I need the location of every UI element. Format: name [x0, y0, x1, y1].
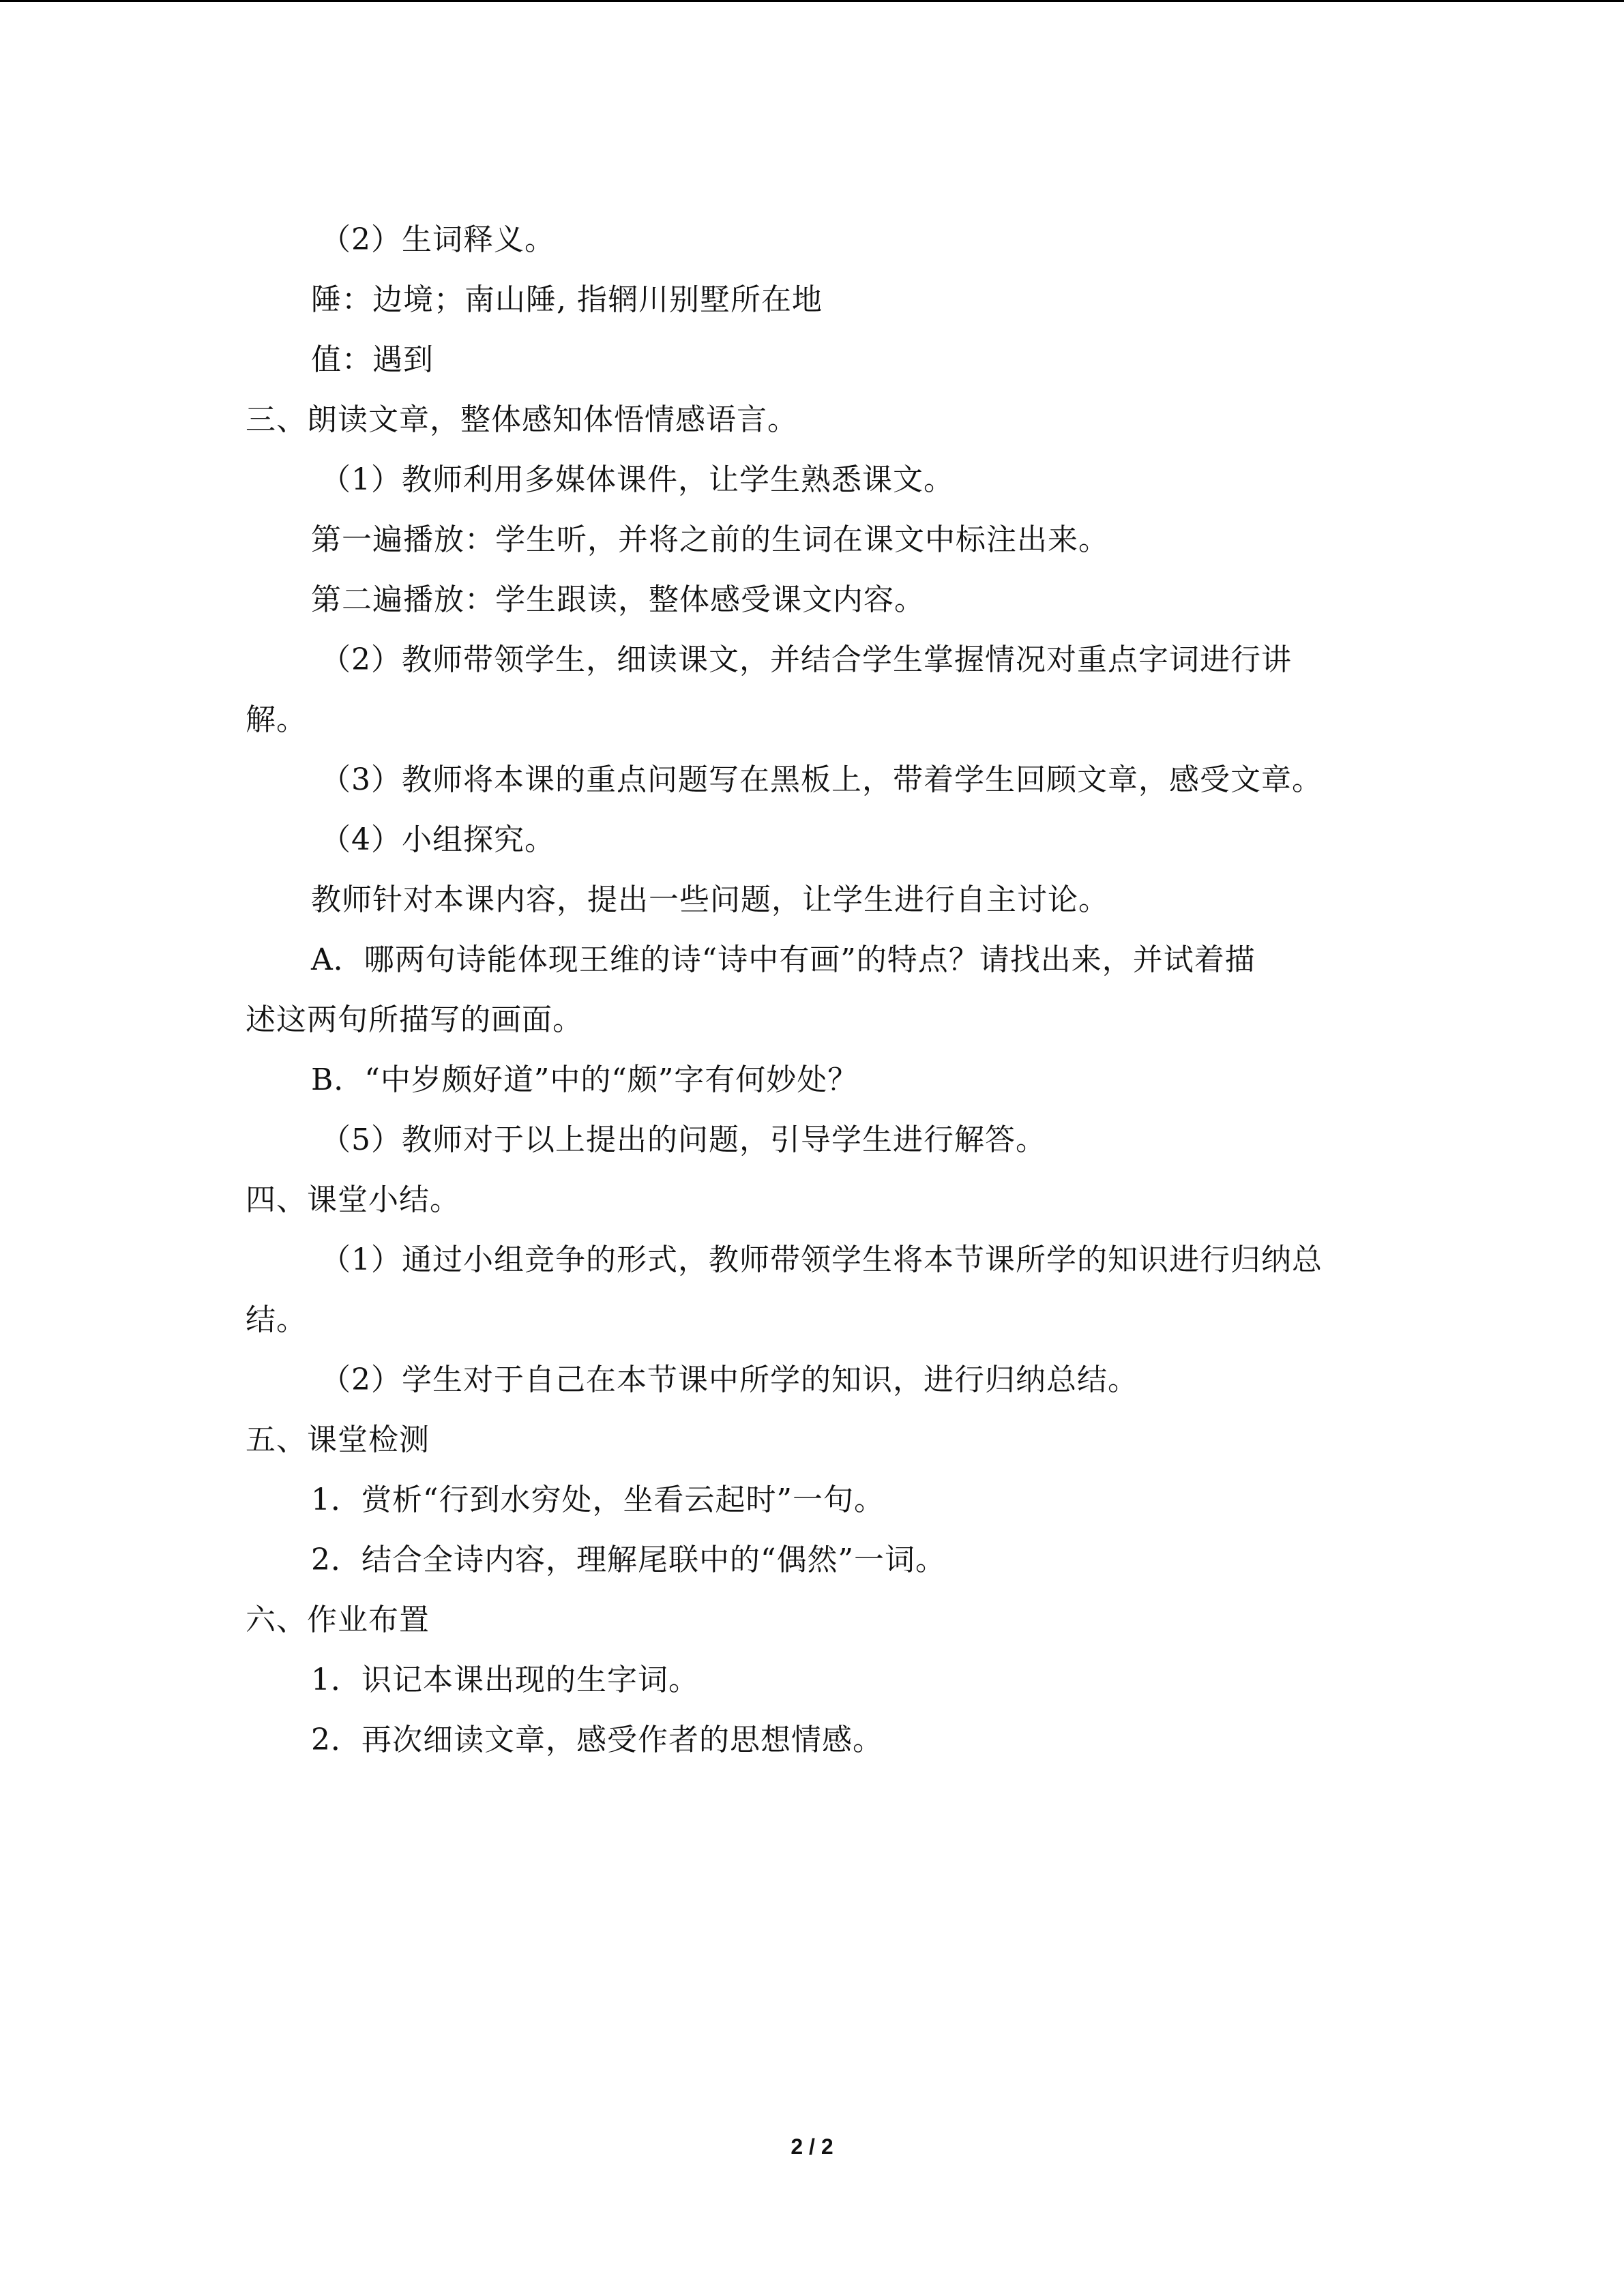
text-line: B．“中岁颇好道”中的“颇”字有何妙处？ — [311, 1062, 859, 1097]
text-line: 2．结合全诗内容，理解尾联中的“偶然”一词。 — [311, 1542, 946, 1577]
text-line: 1．识记本课出现的生字词。 — [311, 1663, 699, 1697]
text-line: 第一遍播放：学生听，并将之前的生词在课文中标注出来。 — [311, 522, 1109, 557]
text-line: 1．赏析“行到水穷处，坐看云起时”一句。 — [311, 1482, 885, 1517]
text-line: 值：遇到 — [311, 342, 434, 377]
text-line: （1）通过小组竞争的形式，教师带领学生将本节课所学的知识进行归纳总 — [321, 1242, 1323, 1277]
document-body — [246, 210, 1391, 1770]
text-line: （4）小组探究。 — [321, 822, 555, 857]
text-line: 结。 — [246, 1302, 307, 1337]
page-top-border — [0, 0, 1624, 2]
text-line: （2）教师带领学生，细读课文，并结合学生掌握情况对重点字词进行讲 — [321, 642, 1292, 677]
text-line: A．哪两句诗能体现王维的诗“诗中有画”的特点？请找出来，并试着描 — [311, 942, 1256, 977]
text-line: 述这两句所描写的画面。 — [246, 1002, 583, 1037]
text-line: （1）教师利用多媒体课件，让学生熟悉课文。 — [321, 462, 954, 497]
text-line: 第二遍播放：学生跟读，整体感受课文内容。 — [311, 582, 925, 617]
text-line: （2）学生对于自己在本节课中所学的知识，进行归纳总结。 — [321, 1362, 1138, 1397]
text-line: 教师针对本课内容，提出一些问题，让学生进行自主讨论。 — [311, 882, 1109, 917]
section-heading: 三、朗读文章，整体感知体悟情感语言。 — [246, 402, 798, 437]
text-line: （5）教师对于以上提出的问题，引导学生进行解答。 — [321, 1122, 1046, 1157]
text-line: （3）教师将本课的重点问题写在黑板上，带着学生回顾文章，感受文章。 — [321, 762, 1323, 797]
section-heading: 五、课堂检测 — [246, 1422, 430, 1457]
text-line: 2．再次细读文章，感受作者的思想情感。 — [311, 1723, 883, 1757]
text-line: （2）生词释义。 — [321, 222, 555, 257]
section-heading: 六、作业布置 — [246, 1602, 430, 1637]
page-number: 2 / 2 — [791, 2134, 833, 2159]
text-line: 陲：边境；南山陲, 指辋川别墅所在地 — [311, 282, 823, 317]
section-heading: 四、课堂小结。 — [246, 1182, 460, 1217]
text-line: 解。 — [246, 702, 307, 737]
